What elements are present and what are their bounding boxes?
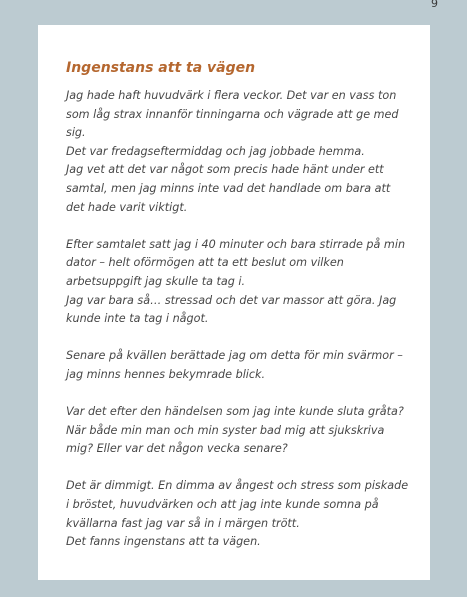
text-line: Var det efter den händelsen som jag inte kunde sluta gråta?: [66, 405, 404, 419]
text-line: jag minns hennes bekymrade blick.: [66, 367, 266, 381]
text-line: mig? Eller var det någon vecka senare?: [66, 442, 288, 456]
text-line: sig.: [66, 126, 86, 140]
paragraph: [66, 403, 402, 459]
paragraph: [66, 347, 402, 384]
page-number: 9: [431, 0, 438, 10]
text-line: Efter samtalet satt jag i 40 minuter och bara stirrade på min: [66, 237, 406, 251]
text-line: När både min man och min syster bad mig att sjukskriva: [66, 423, 385, 437]
text-line: Jag vet att det var något som precis hade hänt under ett: [66, 163, 384, 177]
text-line: arbetsuppgift jag skulle ta tag i.: [66, 274, 246, 288]
text-line: dator – helt oförmögen att ta ett beslut om vilken: [66, 256, 344, 270]
text-line: Senare på kvällen berättade jag om detta för min svärmor –: [66, 349, 403, 363]
article-body: [66, 87, 409, 552]
paragraph: [66, 87, 402, 217]
text-line: det hade varit viktigt.: [66, 200, 188, 214]
text-line: kvällarna fast jag var så in i märgen trött.: [66, 516, 300, 530]
paragraph: [66, 477, 409, 551]
text-card: [38, 25, 430, 580]
text-line: Det var fredagseftermiddag och jag jobbade hemma.: [66, 144, 365, 158]
article-title: Ingenstans att ta vägen: [66, 60, 256, 76]
text-line: som låg strax innanför tinningarna och vägrade att ge med: [66, 107, 399, 121]
text-line: i bröstet, huvudvärken och att jag inte kunde somna på: [66, 498, 379, 512]
text-line: Jag var bara så… stressad och det var massor att göra. Jag: [66, 293, 397, 307]
text-line: Det fanns ingenstans att ta vägen.: [66, 535, 261, 549]
text-line: kunde inte ta tag i något.: [66, 312, 209, 326]
paragraph: [66, 236, 406, 329]
text-line: Det är dimmigt. En dimma av ångest och stress som piskade: [66, 479, 409, 493]
text-line: samtal, men jag minns inte vad det handlade om bara att: [66, 181, 391, 195]
text-line: Jag hade haft huvudvärk i flera veckor. Det var en vass ton: [66, 89, 397, 102]
